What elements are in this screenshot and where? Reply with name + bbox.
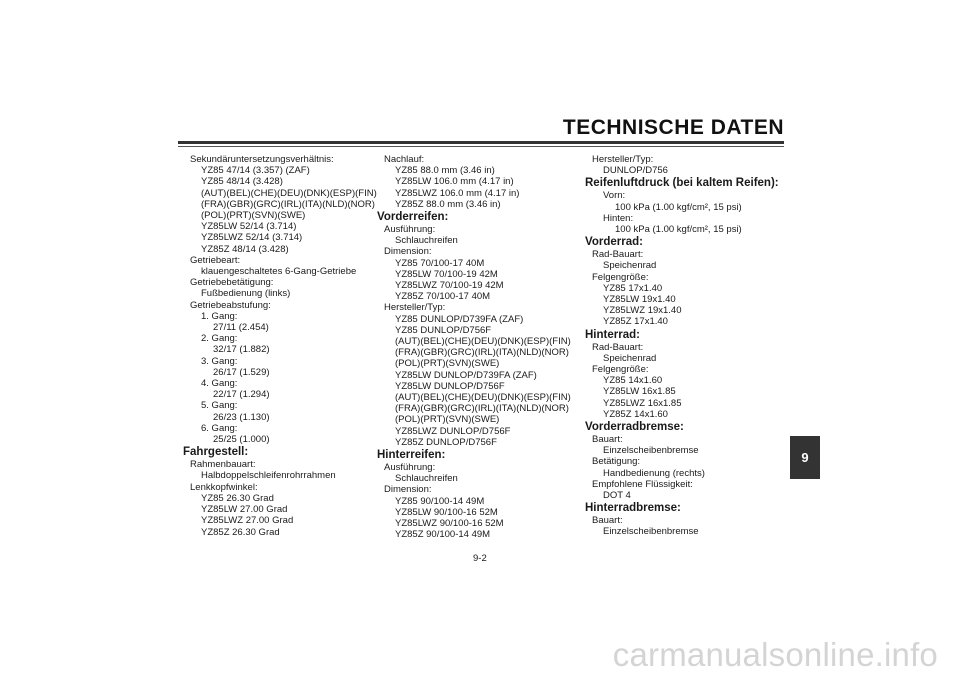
spec-value: (POL)(PRT)(SVN)(SWE) — [395, 358, 500, 370]
spec-label: Rad-Bauart: — [592, 341, 644, 353]
page-number: 9-2 — [473, 553, 487, 564]
spec-value: YZ85 70/100-17 40M — [395, 257, 485, 269]
spec-label: Bauart: — [592, 515, 623, 527]
spec-column-3 — [585, 154, 782, 538]
spec-value: (FRA)(GBR)(GRC)(IRL)(ITA)(NLD)(NOR) — [201, 198, 375, 210]
page-title: TECHNISCHE DATEN — [562, 116, 784, 139]
spec-label: Hersteller/Typ: — [384, 302, 446, 314]
section-heading: Hinterrad: — [585, 328, 640, 341]
spec-value: 26/23 (1.130) — [213, 411, 270, 423]
spec-value: 32/17 (1.882) — [213, 344, 270, 356]
spec-value: YZ85LW 90/100-16 52M — [395, 506, 498, 518]
spec-value: YZ85LWZ 19x1.40 — [603, 305, 682, 317]
spec-value: DOT 4 — [603, 490, 631, 502]
spec-value: (AUT)(BEL)(CHE)(DEU)(DNK)(ESP)(FIN) — [395, 336, 571, 348]
spec-value: YZ85Z DUNLOP/D756F — [395, 436, 497, 448]
spec-value: Schlauchreifen — [395, 473, 458, 485]
spec-value: YZ85LWZ 52/14 (3.714) — [201, 232, 303, 244]
spec-value: 27/11 (2.454) — [213, 322, 269, 334]
spec-value: 1. Gang: — [201, 310, 238, 322]
section-heading: Hinterreifen: — [377, 449, 446, 462]
spec-value: YZ85LW DUNLOP/D756F — [395, 380, 505, 392]
spec-value: YZ85LW 16x1.85 — [603, 386, 676, 398]
spec-label: Ausführung: — [384, 224, 436, 236]
spec-label: Hersteller/Typ: — [592, 154, 654, 165]
spec-value: Vorn: — [603, 190, 626, 202]
spec-value: YZ85LW 19x1.40 — [603, 294, 676, 306]
spec-value: YZ85 DUNLOP/D739FA (ZAF) — [395, 313, 524, 325]
spec-value: Fußbedienung (links) — [201, 288, 291, 300]
spec-value: (AUT)(BEL)(CHE)(DEU)(DNK)(ESP)(FIN) — [201, 187, 377, 199]
spec-value: YZ85LW 106.0 mm (4.17 in) — [395, 176, 514, 188]
spec-value: YZ85Z 88.0 mm (3.46 in) — [395, 198, 501, 210]
spec-value: YZ85LW DUNLOP/D739FA (ZAF) — [395, 369, 537, 381]
spec-value: 5. Gang: — [201, 400, 238, 412]
spec-value: (POL)(PRT)(SVN)(SWE) — [395, 414, 500, 426]
spec-value: klauengeschaltetes 6-Gang-Getriebe — [201, 266, 357, 278]
spec-value: Einzelscheibenbremse — [603, 445, 699, 457]
spec-value: Einzelscheibenbremse — [603, 526, 699, 538]
spec-value: YZ85Z 26.30 Grad — [201, 526, 280, 538]
spec-label: Bauart: — [592, 434, 623, 446]
header-rule-thin — [178, 146, 784, 147]
spec-label: Getriebeabstufung: — [190, 299, 271, 311]
section-heading: Reifenluftdruck (bei kaltem Reifen): — [585, 177, 779, 190]
spec-label: Empfohlene Flüssigkeit: — [592, 478, 693, 490]
spec-value: YZ85LW 70/100-19 42M — [395, 268, 498, 280]
spec-value: (FRA)(GBR)(GRC)(IRL)(ITA)(NLD)(NOR) — [395, 403, 569, 415]
spec-value: Halbdoppelschleifenrohrrahmen — [201, 470, 336, 482]
spec-value: 25/25 (1.000) — [213, 434, 270, 446]
section-heading: Vorderrad: — [585, 236, 643, 249]
spec-value: YZ85 14x1.60 — [603, 375, 663, 387]
spec-value: 26/17 (1.529) — [213, 366, 270, 378]
spec-label: Getriebebetätigung: — [190, 277, 274, 289]
spec-value: YZ85Z 90/100-14 49M — [395, 529, 491, 541]
spec-value: YZ85 48/14 (3.428) — [201, 176, 283, 188]
spec-label: Getriebeart: — [190, 254, 241, 266]
section-heading: Vorderradbremse: — [585, 421, 684, 434]
spec-value: YZ85Z 17x1.40 — [603, 316, 668, 328]
spec-value: Schlauchreifen — [395, 235, 458, 247]
spec-value: 3. Gang: — [201, 355, 238, 367]
spec-value: YZ85 47/14 (3.357) (ZAF) — [201, 165, 310, 177]
spec-value: Speichenrad — [603, 260, 657, 272]
spec-value: Speichenrad — [603, 352, 657, 364]
spec-value: YZ85LW 52/14 (3.714) — [201, 221, 297, 233]
section-heading: Vorderreifen: — [377, 211, 449, 224]
spec-value: Handbedienung (rechts) — [603, 467, 705, 479]
spec-value: 2. Gang: — [201, 333, 238, 345]
spec-value: YZ85LWZ DUNLOP/D756F — [395, 425, 511, 437]
spec-label: Dimension: — [384, 246, 432, 258]
spec-value: YZ85 90/100-14 49M — [395, 495, 485, 507]
spec-value: YZ85LWZ 90/100-16 52M — [395, 518, 504, 530]
spec-value: YZ85 26.30 Grad — [201, 492, 274, 504]
spec-label: Felgengröße: — [592, 364, 649, 376]
spec-label: Ausführung: — [384, 462, 436, 474]
spec-value: YZ85 DUNLOP/D756F — [395, 324, 492, 336]
spec-value: YZ85LWZ 106.0 mm (4.17 in) — [395, 187, 520, 199]
spec-label: Lenkkopfwinkel: — [190, 481, 258, 493]
spec-label: Felgengröße: — [592, 271, 649, 283]
spec-label: Betätigung: — [592, 456, 641, 468]
spec-label: Sekundäruntersetzungsverhältnis: — [190, 154, 334, 165]
spec-label: Nachlauf: — [384, 154, 425, 165]
spec-value: YZ85 88.0 mm (3.46 in) — [395, 165, 495, 177]
spec-value: YZ85LWZ 27.00 Grad — [201, 515, 294, 527]
spec-column-2 — [377, 154, 579, 541]
spec-value: YZ85Z 14x1.60 — [603, 408, 668, 420]
spec-value: DUNLOP/D756 — [603, 165, 668, 177]
spec-value: 6. Gang: — [201, 422, 238, 434]
spec-value: (POL)(PRT)(SVN)(SWE) — [201, 210, 306, 222]
spec-value: YZ85Z 48/14 (3.428) — [201, 243, 289, 255]
spec-value: YZ85LWZ 16x1.85 — [603, 397, 682, 409]
chapter-tab: 9 — [790, 436, 820, 479]
spec-value: (FRA)(GBR)(GRC)(IRL)(ITA)(NLD)(NOR) — [395, 347, 569, 359]
spec-value: 22/17 (1.294) — [213, 389, 270, 401]
spec-value: YZ85Z 70/100-17 40M — [395, 291, 491, 303]
section-heading: Hinterradbremse: — [585, 502, 681, 515]
header-rule — [178, 141, 784, 144]
spec-label: Rahmenbauart: — [190, 459, 256, 471]
spec-value: YZ85LWZ 70/100-19 42M — [395, 280, 504, 292]
watermark: carmanualsonline.info — [612, 636, 938, 673]
section-heading: Fahrgestell: — [183, 446, 249, 459]
spec-value: 4. Gang: — [201, 378, 238, 390]
spec-column-1 — [183, 154, 377, 538]
spec-label: Rad-Bauart: — [592, 249, 644, 261]
spec-value: Hinten: — [603, 212, 634, 224]
spec-label: Dimension: — [384, 484, 432, 496]
spec-value: 100 kPa (1.00 kgf/cm², 15 psi) — [615, 224, 742, 236]
spec-value: (AUT)(BEL)(CHE)(DEU)(DNK)(ESP)(FIN) — [395, 392, 571, 404]
spec-value: YZ85LW 27.00 Grad — [201, 504, 288, 516]
spec-value: YZ85 17x1.40 — [603, 282, 663, 294]
spec-value: 100 kPa (1.00 kgf/cm², 15 psi) — [615, 201, 742, 213]
